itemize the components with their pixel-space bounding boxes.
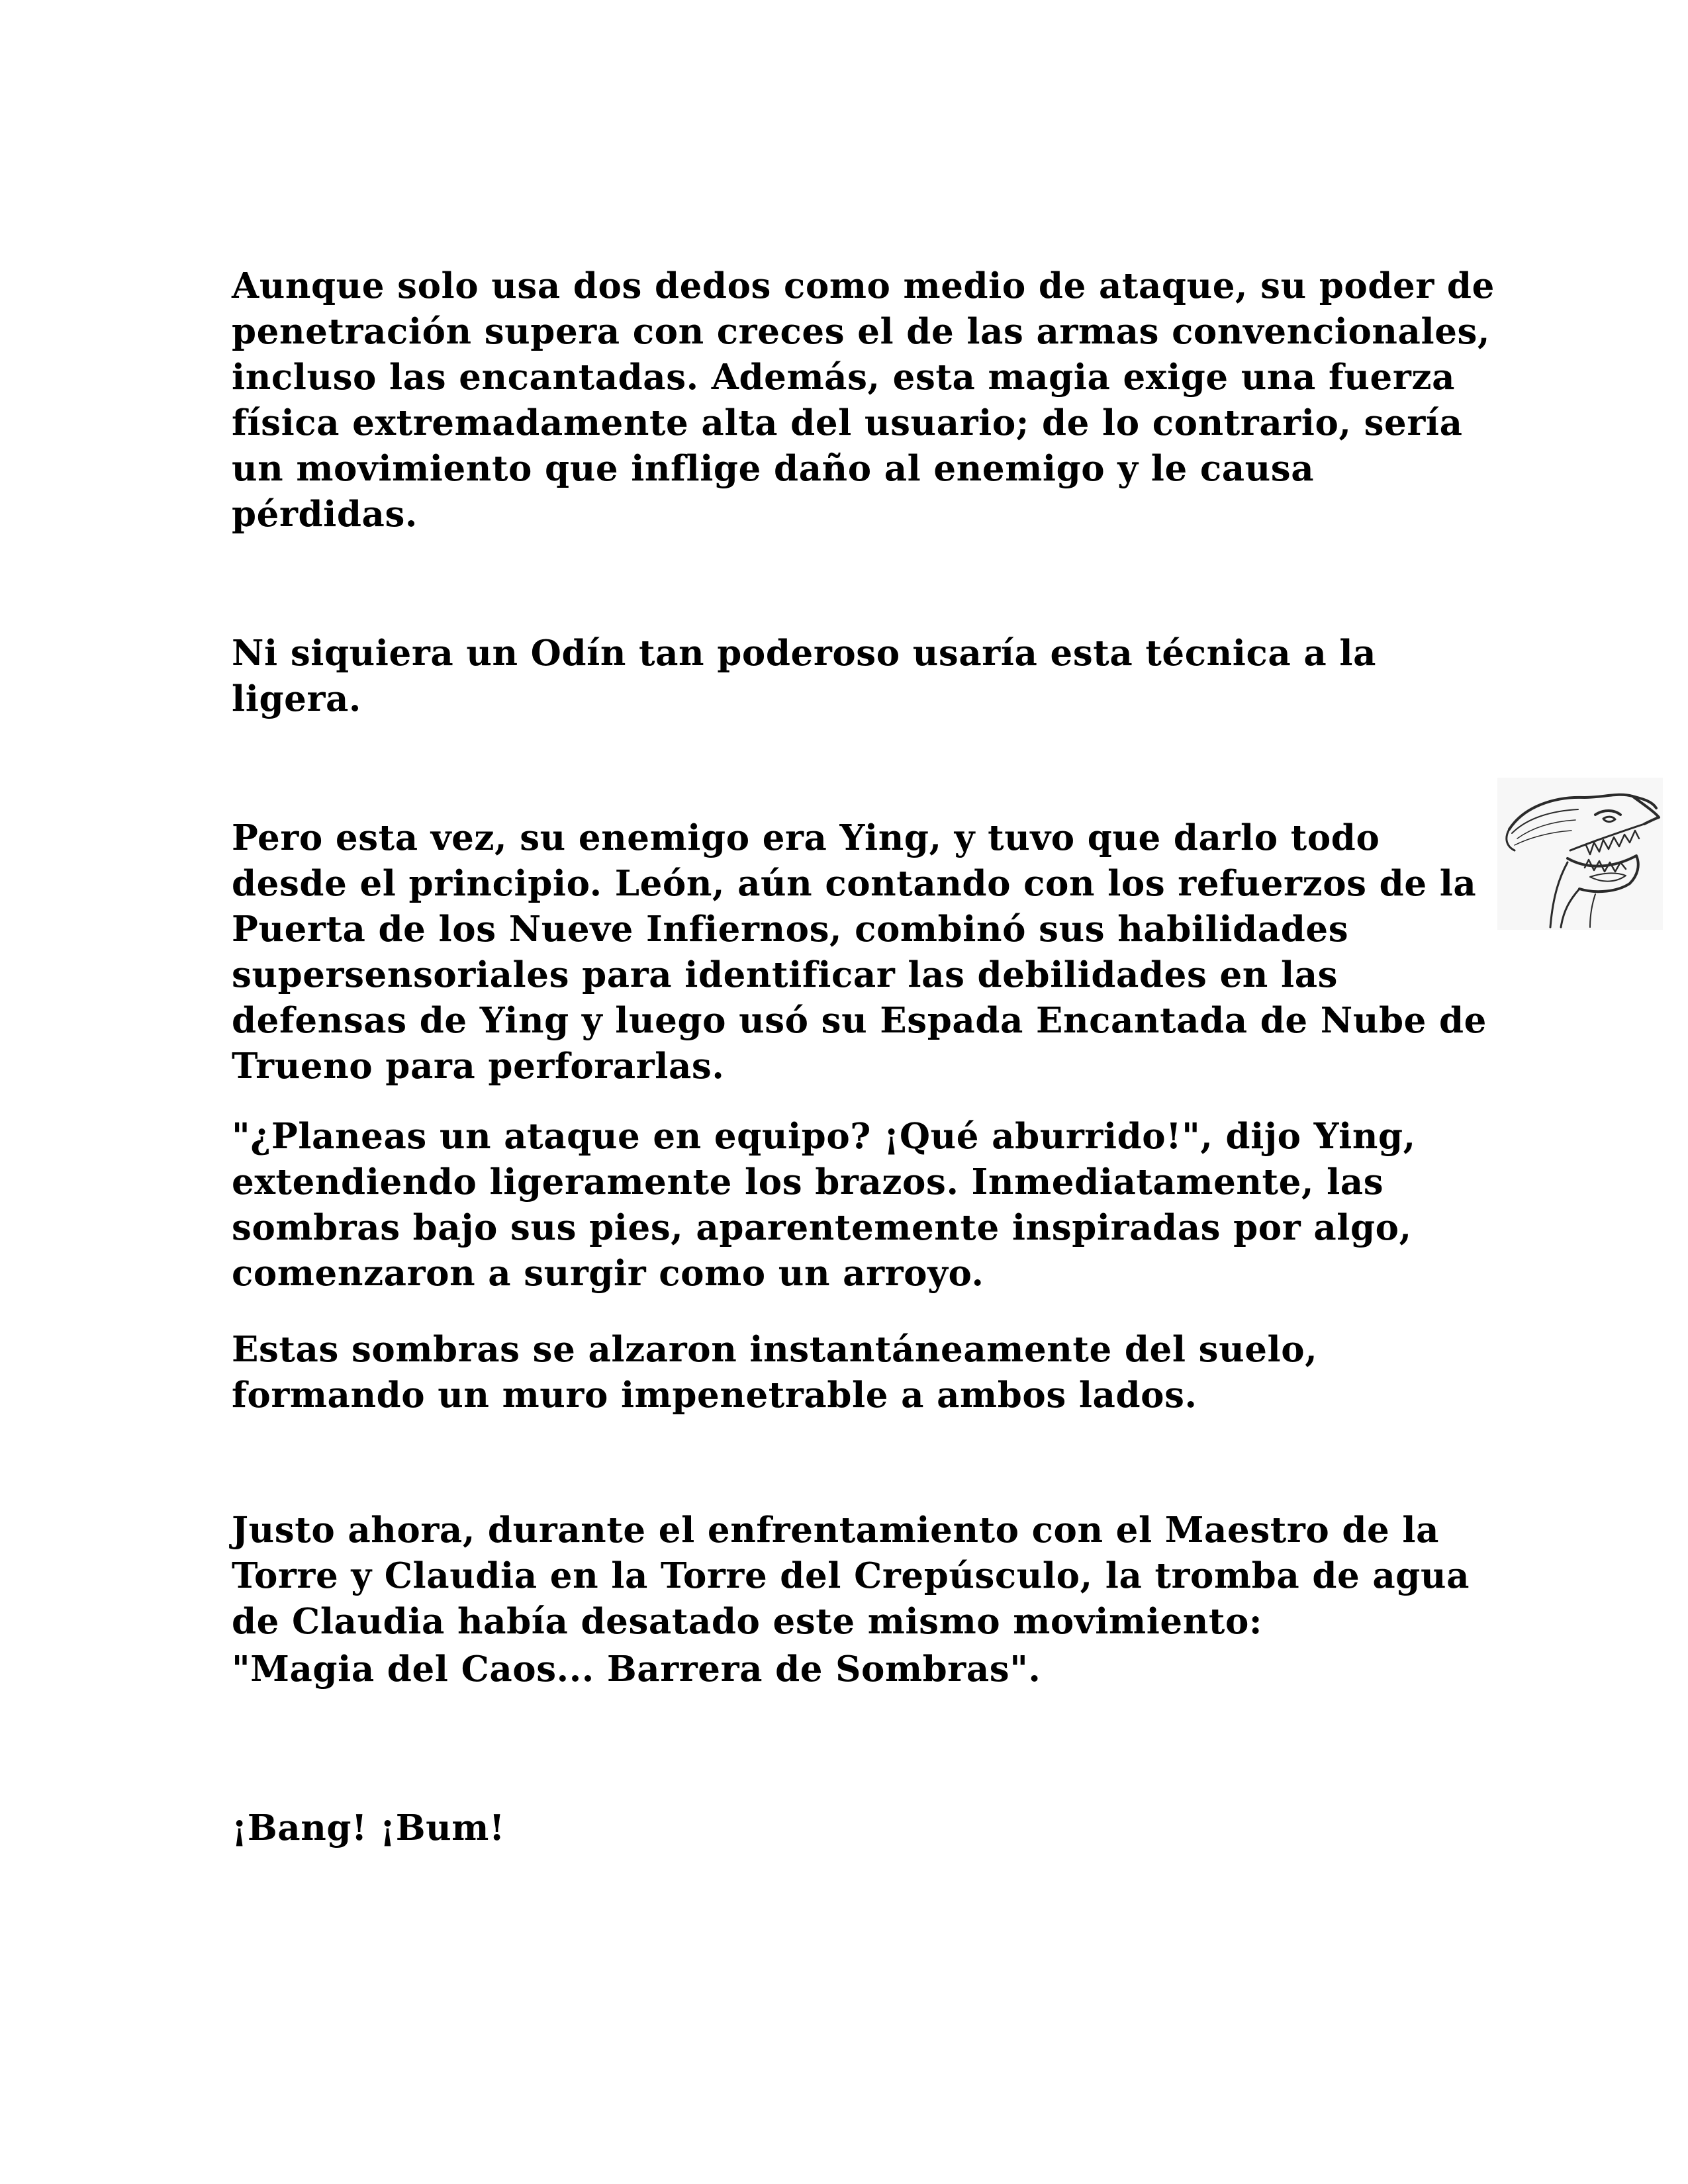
paragraph-4	[232, 1114, 1470, 1297]
paragraph-line: Estas sombras se alzaron instantáneamente del suelo,	[232, 1329, 1318, 1370]
paragraph-line: un movimiento que inflige daño al enemigo y le causa	[232, 448, 1315, 489]
paragraph-line: Puerta de los Nueve Infiernos, combinó sus habilidades	[232, 909, 1349, 950]
paragraph-line: pérdidas.	[232, 494, 418, 535]
paragraph-line: Pero esta vez, su enemigo era Ying, y tuvo que darlo todo	[232, 817, 1380, 858]
paragraph-line: incluso las encantadas. Además, esta magia exige una fuerza	[232, 357, 1456, 398]
paragraph-line: Trueno para perforarlas.	[232, 1046, 725, 1087]
dinosaur-head-sketch-icon	[1497, 778, 1663, 930]
paragraph-line: de Claudia había desatado este mismo movimiento:	[232, 1601, 1263, 1642]
paragraph-line: Ni siquiera un Odín tan poderoso usaría esta técnica a la	[232, 633, 1377, 674]
paragraph-line: sombras bajo sus pies, aparentemente inspiradas por algo,	[232, 1207, 1412, 1248]
paragraph-line: desde el principio. León, aún contando con los refuerzos de la	[232, 863, 1477, 904]
paragraph-line: "Magia del Caos... Barrera de Sombras".	[232, 1649, 1041, 1690]
paragraph-line: "¿Planeas un ataque en equipo? ¡Qué aburrido!", dijo Ying,	[232, 1116, 1416, 1157]
paragraph-line: comenzaron a surgir como un arroyo.	[232, 1253, 984, 1294]
paragraph-line: física extremadamente alta del usuario; de lo contrario, sería	[232, 402, 1463, 443]
paragraph-line: ligera.	[232, 678, 361, 719]
paragraph-line: formando un muro impenetrable a ambos lados.	[232, 1375, 1197, 1416]
paragraph-line: defensas de Ying y luego usó su Espada Encantada de Nube de	[232, 1000, 1487, 1041]
paragraph-line: Justo ahora, durante el enfrentamiento con el Maestro de la	[232, 1510, 1440, 1551]
paragraph-6	[232, 1508, 1470, 1645]
paragraph-line: supersensoriales para identificar las debilidades en las	[232, 954, 1338, 995]
paragraph-1	[232, 263, 1495, 537]
paragraph-2	[232, 631, 1470, 722]
paragraph-7	[232, 1647, 1470, 1692]
paragraph-line: Aunque solo usa dos dedos como medio de ataque, su poder de	[232, 265, 1495, 306]
paragraph-line: penetración supera con creces el de las armas convencionales,	[232, 311, 1491, 352]
paragraph-line: extendiendo ligeramente los brazos. Inmediatamente, las	[232, 1161, 1384, 1203]
paragraph-5	[232, 1327, 1470, 1418]
paragraph-line: ¡Bang! ¡Bum!	[232, 1807, 505, 1848]
paragraph-8	[232, 1805, 1470, 1851]
paragraph-3	[232, 815, 1487, 1089]
paragraph-line: Torre y Claudia en la Torre del Crepúsculo, la tromba de agua	[232, 1555, 1470, 1596]
